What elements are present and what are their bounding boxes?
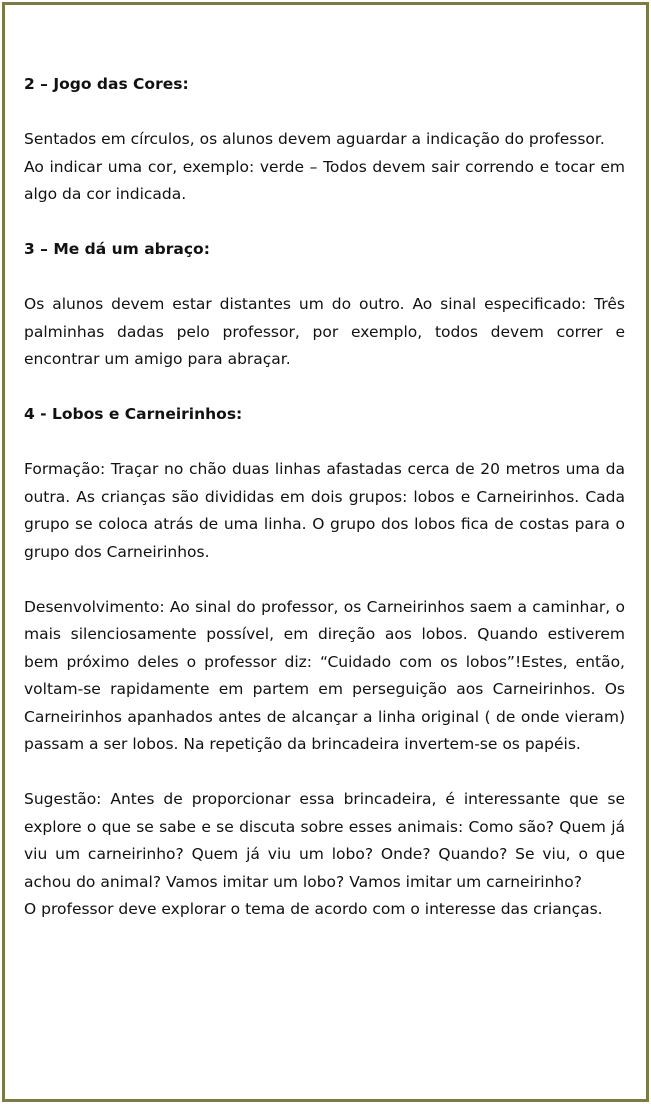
- paragraph: Os alunos devem estar distantes um do outro. Ao sinal especificado: Três palminhas dadas pelo professor, por exemplo, todos devem correr e encontrar um amigo para abraçar.: [24, 295, 625, 368]
- section-title-jogo-das-cores: 2 – Jogo das Cores:: [24, 75, 189, 93]
- paragraph-desenvolvimento: Desenvolvimento: Ao sinal do professor, os Carneirinhos saem a caminhar, o mais silenciosamente possível, em direção aos lobos. Quando estiverem bem próximo deles o professor diz: “Cuidado com os lobos”!Estes, então, voltam-se rapidamente em partem em perseguição aos Carneirinhos. Os Carneirinhos apanhados antes de alcançar a linha original ( de onde vieram) passam a ser lobos. Na repetição da brincadeira invertem-se os papéis.: [24, 597, 625, 753]
- paragraph: Sentados em círculos, os alunos devem aguardar a indicação do professor.: [24, 130, 605, 148]
- section-title-lobos-e-carneirinhos: 4 - Lobos e Carneirinhos:: [24, 405, 243, 423]
- paragraph-sugestao: Sugestão: Antes de proporcionar essa brincadeira, é interessante que se explore o que se sabe e se discuta sobre esses animais: Como são? Quem já viu um carneirinho? Quem já viu um lobo? Onde? Quando? Se viu, o que achou do animal? Vamos imitar um lobo? Vamos imitar um carneirinho?: [24, 790, 625, 891]
- section-title-me-da-um-abraco: 3 – Me dá um abraço:: [24, 240, 210, 258]
- paragraph: Ao indicar uma cor, exemplo: verde – Todos devem sair correndo e tocar em algo da cor indicada.: [24, 157, 625, 203]
- paragraph-formacao: Formação: Traçar no chão duas linhas afastadas cerca de 20 metros uma da outra. As crianças são divididas em dois grupos: lobos e Carneirinhos. Cada grupo se coloca atrás de uma linha. O grupo dos lobos fica de costas para o grupo dos Carneirinhos.: [24, 460, 625, 561]
- document-body: [24, 71, 625, 924]
- paragraph-conclusao: O professor deve explorar o tema de acordo com o interesse das crianças.: [24, 900, 603, 918]
